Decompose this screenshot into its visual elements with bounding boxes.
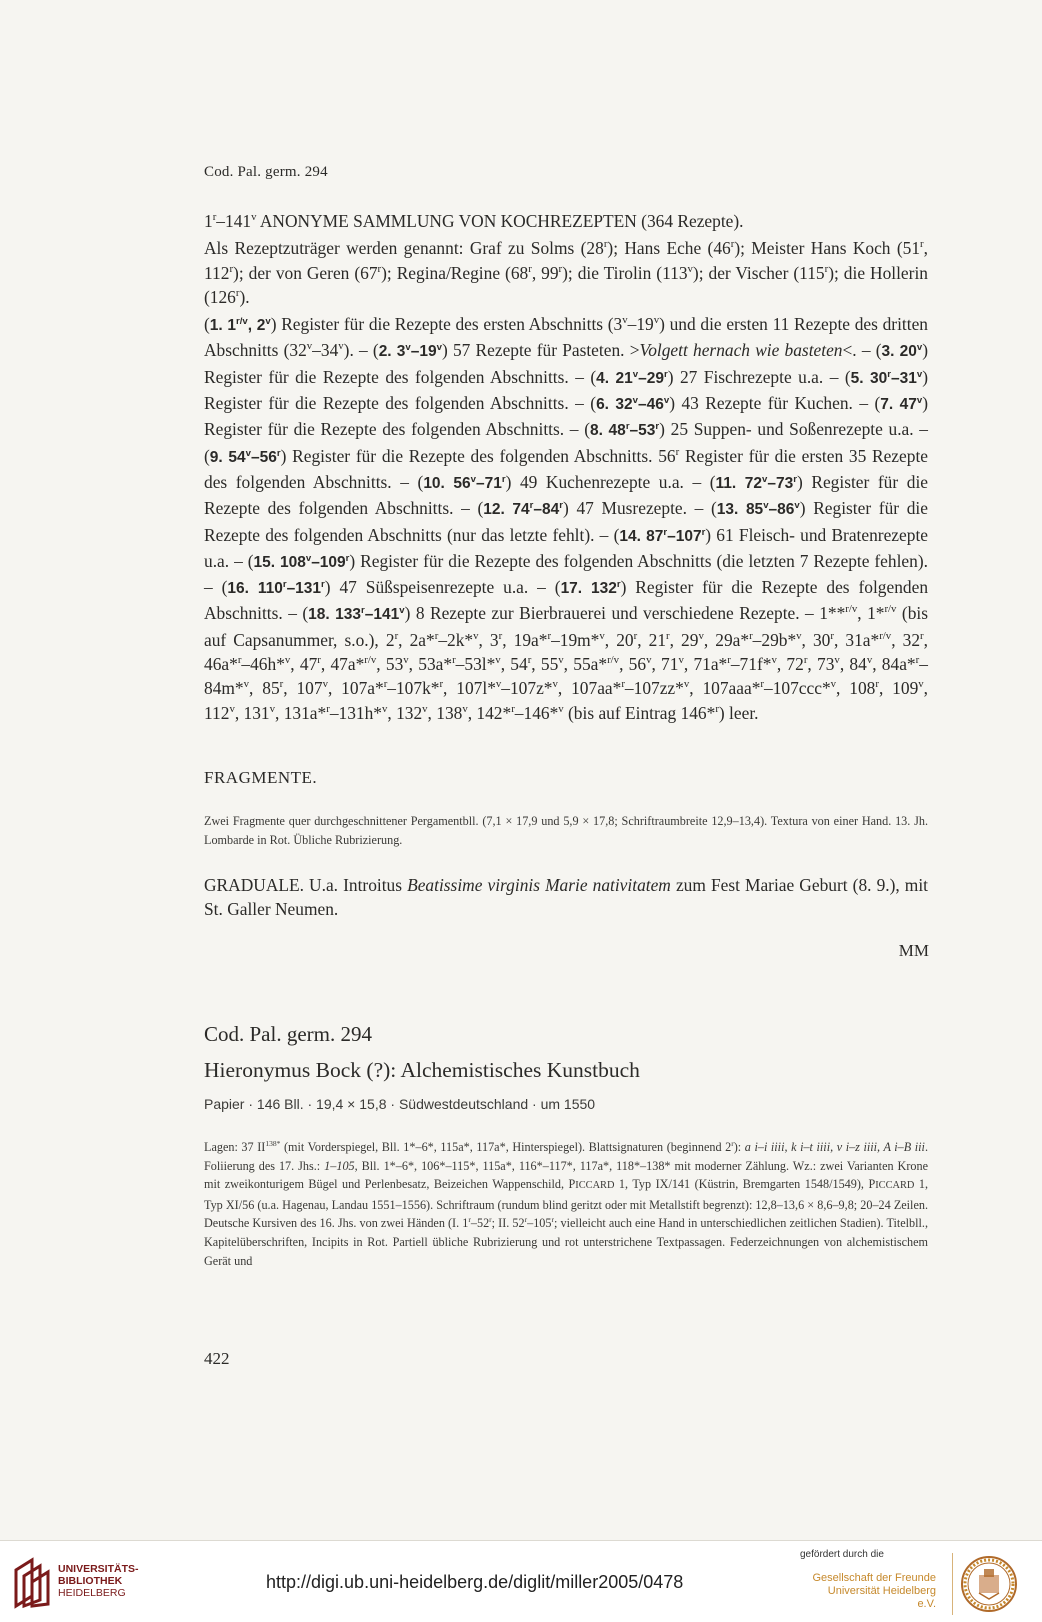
entry2-lagen: Lagen: 37 $II^{138*}$ (mit Vorderspiegel, Bll. 1*–6*, 115a*, 117a*, Hinterspiegel). Blattsignaturen (beginnend 2$^r$): a i–i iiii, k i–t iiii, v i–z iiii, A i–B iii. Foliierung des 17. Jhs.: 1–105, Bll. 1*–6*, 106*–115*, 115a*, 116*–117*, 117a*, 118*–138* mit moderner Zählung. Wz.: zwei Varianten Krone mit zweikonturigem Bügel und Perlenbesatz, Beizeichen Wappenschild, PICCARD 1, Typ IX/141 (Küstrin, Bremgarten 1548/1549), PICCARD 1, Typ XI/56 (u.a. Hagenau, Landau 1551–1556). Schriftraum (rundum blind geritzt oder mit Metallstift begrenzt): 12,8–13,6 × 8,6–9,8; 20–24 Zeilen. Deutsche Kursiven des 16. Jhs. von zwei Händen (I. 1$^r$–52$^r$; II. 52$^r$–105$^r$; vielleicht auch eine Hand in unterschiedlichen zeitlichen Stadien). Titelbll., Kapitelüberschriften, Incipits in Rot. Partiell übliche Rubrizierung und rot unterstrichene Textpassagen. Federzeichnungen von alchemistischem Gerät und (204, 1138, 929, 1268)
sponsor-label: gefördert durch die (800, 1549, 884, 1560)
university-seal-icon (960, 1555, 1018, 1613)
graduale-paragraph: GRADUALE. U.a. Introitus Beatissime virginis Marie nativitatem zum Fest Mariae Geburt (8. 9.), mit St. Galler Neumen. (204, 875, 929, 920)
sections-paragraph: (1. $1^{r/v}$, 2$^v$) Register für die Rezepte des ersten Abschnitts (3$^v$–19$^v$) und die ersten 11 Rezepte des dritten Abschnitts (32$^v$–34$^v$). – (2. 3$^v$–19$^v$) 57 Rezepte für Pasteten. >Volgett hernach wie basteten<. – (3. 20$^v$) Register für die Rezepte des folgenden Abschnitts. – (4. 21$^v$–29$^r$) 27 Fischrezepte u.a. – (5. 30$^r$–31$^v$) Register für die Rezepte des folgenden Abschnitts. – (6. 32$^v$–46$^v$) 43 Rezepte für Kuchen. – (7. 47$^v$) Register für die Rezepte des folgenden Abschnitts. – (8. 48$^r$–53$^r$) 25 Suppen- und Soßenrezepte u.a. – (9. 54$^v$–56$^r$) Register für die Rezepte des folgenden Abschnitts. 56$^r$ Register für die ersten 35 Rezepte des folgenden Abschnitts. – (10. 56$^v$–71$^r$) 49 Kuchenrezepte u.a. – (11. 72$^v$–73$^r$) Register für die Rezepte des folgenden Abschnitts. – (12. 74$^r$–84$^r$) 47 Musrezepte. – (13. 85$^v$–86$^v$) Register für die Rezepte des folgenden Abschnitts (nur das letzte fehlt). – (14. 87$^r$–107$^r$) 61 Fleisch- und Bratenrezepte u.a. – (15. 108$^v$–109$^r$) Register für die Rezepte des folgenden Abschnitts (die letzten 7 Rezepte fehlen). – (16. 110$^r$–131$^r$) 47 Süßspeisenrezepte u.a. – (17. 132$^r$) Register für die Rezepte des folgenden Abschnitts. – (18. 133$^r$–141$^v$) 8 Rezepte zur Bierbrauerei und verschiedene Rezepte. – 1**$^{r/v}$, 1*$^{r/v}$ (bis auf Capsanummer, s.o.), 2$^r$, 2a*$^r$–2k*$^v$, 3$^r$, 19a*$^r$–19m*$^v$, 20$^r$, 21$^r$, 29$^v$, 29a*$^r$–29b*$^v$, 30$^r$, 31a*$^{r/v}$, 32$^r$, 46a*$^r$–46h*$^v$, 47$^r$, 47a*$^{r/v}$, 53$^v$, 53a*$^r$–53l*$^v$, 54$^r$, 55$^v$, 55a*$^{r/v}$, 56$^v$, 71$^v$, 71a*$^r$–71f*$^v$, 72$^r$, 73$^v$, 84$^v$, 84a*$^r$–84m*$^v$, 85$^r$, 107$^v$, 107a*$^r$–107k*$^r$, 107l*$^v$–107z*$^v$, 107aa*$^r$–107zz*$^v$, 107aaa*$^r$–107ccc*$^v$, 108$^r$, 109$^v$, 112$^v$, 131$^v$, 131a*$^r$–131h*$^v$, 132$^v$, 138$^v$, 142*$^r$–146*$^v$ (bis auf Eintrag 146*$^r$) leer. (204, 314, 929, 723)
contributors-paragraph: Als Rezeptzuträger werden genannt: Graf zu Solms (28$^r$); Hans Eche (46$^r$); Meister Hans Koch (51$^r$, 112$^r$); der von Geren (67$^r$); Regina/Regine (68$^r$, 99$^r$); die Tirolin (113$^v$); der Vischer (115$^r$); die Hollerin (126$^r$). (204, 238, 928, 307)
author-signature: MM (898, 941, 929, 960)
permalink-url[interactable]: http://digi.ub.uni-heidelberg.de/diglit/miller2005/0478 (266, 1572, 684, 1592)
fragmente-description: Zwei Fragmente quer durchgeschnittener Pergamentbll. (7,1 × 17,9 und 5,9 × 17,8; Schriftraumbreite 12,9–13,4). Textura von einer Hand. 13. Jh. Lombarde in Rot. Übliche Rubrizierung. (204, 814, 928, 847)
sponsor-name (812, 1572, 936, 1611)
digitization-footer (0, 1540, 1042, 1622)
ub-line: BIBLIOTHEK (58, 1575, 123, 1587)
sponsor-line: Universität Heidelberg e.V. (827, 1585, 936, 1610)
sponsor-line: Gesellschaft der Freunde (812, 1572, 936, 1584)
entry2-title: Hieronymus Bock (?): Alchemistisches Kunstbuch (204, 1058, 640, 1082)
ub-heidelberg-wordmark (58, 1563, 139, 1599)
entry2-shelfmark: Cod. Pal. germ. 294 (204, 1022, 372, 1046)
entry-cookbook (204, 209, 928, 725)
fragmente-heading: FRAGMENTE. (204, 768, 318, 787)
page-number: 422 (204, 1349, 230, 1368)
footer-divider (952, 1553, 953, 1615)
ub-line: HEIDELBERG (58, 1587, 126, 1599)
entry-title-line: 1$^r$–141$^v$ ANONYME SAMMLUNG VON KOCHREZEPTEN (364 Rezepte). (204, 211, 744, 231)
ub-heidelberg-logo-icon (10, 1556, 52, 1610)
running-head: Cod. Pal. germ. 294 (204, 164, 328, 180)
entry2-meta: Papier · 146 Bll. · 19,4 × 15,8 · Südwestdeutschland · um 1550 (204, 1096, 596, 1112)
ub-line: UNIVERSITÄTS- (58, 1563, 139, 1575)
